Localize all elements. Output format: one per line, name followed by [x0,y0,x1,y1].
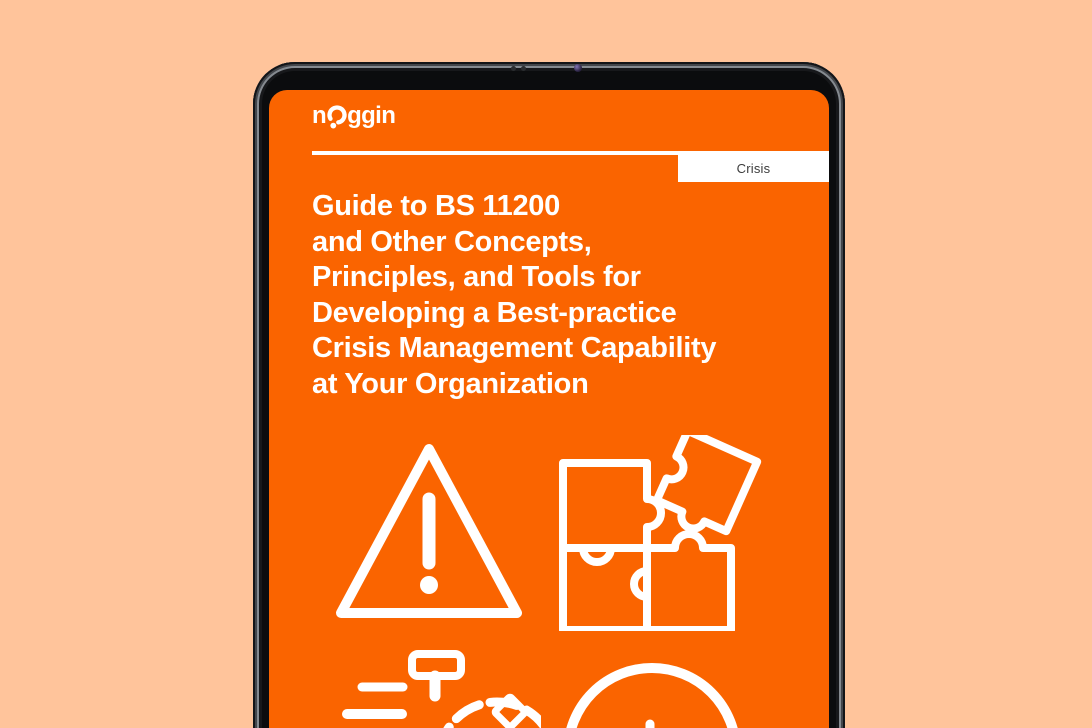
title-line: Crisis Management Capability [312,332,717,364]
title-line: Principles, and Tools for [312,261,641,293]
tablet-frame [253,62,845,728]
logo-text-prefix: n [312,101,327,129]
title-line: Developing a Best-practice [312,296,677,329]
puzzle-pieces-icon [555,435,763,631]
crisis-tab-label: Crisis [736,161,771,176]
noggin-logo [312,101,395,130]
front-camera-icon [574,64,582,72]
logo-text-suffix: ggin [347,101,396,129]
stopwatch-icon [329,648,541,728]
warning-triangle-icon [333,443,525,623]
cover-title [312,189,802,402]
clock-icon [557,656,757,728]
crisis-tab [678,155,829,182]
logo-o-glyph-icon [325,104,348,130]
sensor-dot-icon [511,66,516,71]
ebook-cover-screen [269,90,829,728]
title-line: Guide to BS 11200 [312,190,560,222]
title-line: at Your Organization [312,367,589,400]
title-line: and Other Concepts, [312,225,592,258]
sensor-dot-icon [521,66,526,71]
